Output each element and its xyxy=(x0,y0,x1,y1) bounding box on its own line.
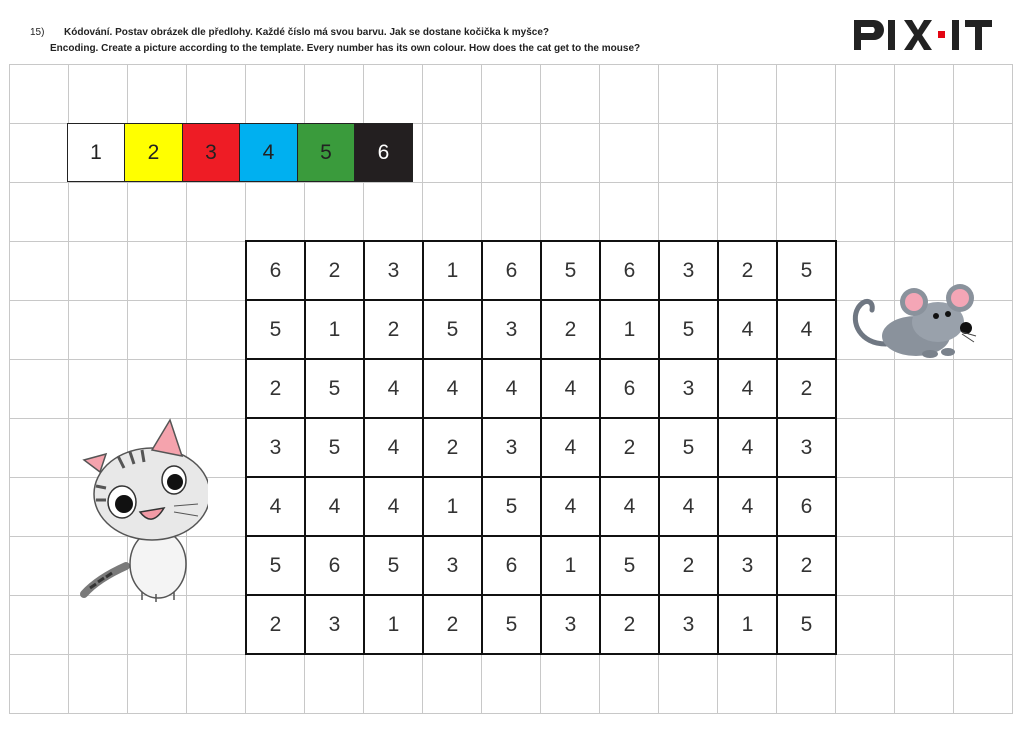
grid-cell[interactable]: 4 xyxy=(542,478,601,537)
grid-cell[interactable]: 2 xyxy=(247,596,306,655)
grid-cell[interactable]: 3 xyxy=(483,301,542,360)
grid-cell[interactable]: 4 xyxy=(424,360,483,419)
grid-cell[interactable]: 2 xyxy=(778,537,837,596)
grid-line xyxy=(9,64,1013,65)
grid-cell[interactable]: 5 xyxy=(483,596,542,655)
grid-cell[interactable]: 3 xyxy=(542,596,601,655)
grid-cell[interactable]: 2 xyxy=(778,360,837,419)
grid-cell[interactable]: 2 xyxy=(424,596,483,655)
grid-cell[interactable]: 4 xyxy=(542,360,601,419)
grid-cell[interactable]: 3 xyxy=(660,360,719,419)
grid-cell[interactable]: 3 xyxy=(247,419,306,478)
grid-cell[interactable]: 5 xyxy=(424,301,483,360)
grid-cell[interactable]: 4 xyxy=(365,419,424,478)
legend-cell: 6 xyxy=(354,123,413,182)
grid-cell[interactable]: 5 xyxy=(778,596,837,655)
grid-cell[interactable]: 5 xyxy=(483,478,542,537)
grid-cell[interactable]: 4 xyxy=(778,301,837,360)
grid-cell[interactable]: 4 xyxy=(542,419,601,478)
grid-cell[interactable]: 2 xyxy=(601,596,660,655)
grid-cell[interactable]: 3 xyxy=(660,596,719,655)
grid-cell[interactable]: 5 xyxy=(601,537,660,596)
grid-cell[interactable]: 3 xyxy=(306,596,365,655)
grid-cell[interactable]: 2 xyxy=(247,360,306,419)
grid-cell[interactable]: 5 xyxy=(247,301,306,360)
grid-cell[interactable]: 5 xyxy=(542,242,601,301)
grid-line xyxy=(1012,64,1013,714)
task-number: 15) xyxy=(30,27,45,38)
grid-cell[interactable]: 1 xyxy=(424,242,483,301)
pixit-logo xyxy=(852,14,994,56)
grid-cell[interactable]: 2 xyxy=(542,301,601,360)
grid-cell[interactable]: 5 xyxy=(660,419,719,478)
number-grid xyxy=(245,240,837,655)
grid-cell[interactable]: 1 xyxy=(542,537,601,596)
grid-cell[interactable]: 6 xyxy=(778,478,837,537)
instructions-czech: Kódování. Postav obrázek dle předlohy. Každé číslo má svou barvu. Jak se dostane kočička k myšce? xyxy=(64,27,549,38)
grid-cell[interactable]: 3 xyxy=(719,537,778,596)
grid-cell[interactable]: 1 xyxy=(424,478,483,537)
grid-cell[interactable]: 5 xyxy=(365,537,424,596)
legend-cell: 5 xyxy=(297,123,356,182)
legend-cell: 3 xyxy=(182,123,241,182)
mouse-illustration xyxy=(850,282,982,360)
grid-cell[interactable]: 6 xyxy=(483,242,542,301)
grid-cell[interactable]: 4 xyxy=(601,478,660,537)
grid-line xyxy=(953,64,954,714)
grid-cell[interactable]: 3 xyxy=(365,242,424,301)
grid-cell[interactable]: 5 xyxy=(660,301,719,360)
grid-cell[interactable]: 1 xyxy=(601,301,660,360)
grid-cell[interactable]: 3 xyxy=(424,537,483,596)
grid-cell[interactable]: 6 xyxy=(483,537,542,596)
grid-cell[interactable]: 2 xyxy=(424,419,483,478)
grid-cell[interactable]: 1 xyxy=(719,596,778,655)
grid-cell[interactable]: 4 xyxy=(365,478,424,537)
legend-cell: 2 xyxy=(124,123,183,182)
grid-cell[interactable]: 5 xyxy=(306,419,365,478)
legend-cell: 4 xyxy=(239,123,298,182)
grid-line xyxy=(9,64,10,714)
grid-cell[interactable]: 3 xyxy=(778,419,837,478)
instructions-english: Encoding. Create a picture according to the template. Every number has its own colour. How does the cat get to the mouse? xyxy=(50,43,641,54)
grid-cell[interactable]: 3 xyxy=(660,242,719,301)
grid-cell[interactable]: 6 xyxy=(601,242,660,301)
grid-cell[interactable]: 5 xyxy=(306,360,365,419)
grid-cell[interactable]: 6 xyxy=(601,360,660,419)
grid-cell[interactable]: 4 xyxy=(483,360,542,419)
grid-cell[interactable]: 2 xyxy=(306,242,365,301)
grid-line xyxy=(9,713,1013,714)
grid-cell[interactable]: 4 xyxy=(719,478,778,537)
grid-cell[interactable]: 1 xyxy=(365,596,424,655)
grid-cell[interactable]: 3 xyxy=(483,419,542,478)
grid-cell[interactable]: 4 xyxy=(719,360,778,419)
grid-cell[interactable]: 4 xyxy=(660,478,719,537)
grid-cell[interactable]: 4 xyxy=(306,478,365,537)
grid-cell[interactable]: 6 xyxy=(247,242,306,301)
color-legend xyxy=(68,123,413,182)
grid-cell[interactable]: 4 xyxy=(365,360,424,419)
grid-cell[interactable]: 4 xyxy=(719,301,778,360)
worksheet-header xyxy=(0,0,1024,62)
grid-cell[interactable]: 2 xyxy=(365,301,424,360)
grid-cell[interactable]: 1 xyxy=(306,301,365,360)
grid-cell[interactable]: 5 xyxy=(247,537,306,596)
grid-line xyxy=(894,64,895,714)
grid-cell[interactable]: 2 xyxy=(719,242,778,301)
grid-cell[interactable]: 6 xyxy=(306,537,365,596)
grid-cell[interactable]: 2 xyxy=(601,419,660,478)
grid-cell[interactable]: 2 xyxy=(660,537,719,596)
grid-cell[interactable]: 4 xyxy=(719,419,778,478)
legend-cell: 1 xyxy=(67,123,126,182)
grid-cell[interactable]: 5 xyxy=(778,242,837,301)
grid-cell[interactable]: 4 xyxy=(247,478,306,537)
cat-illustration xyxy=(78,416,208,602)
grid-line xyxy=(9,182,1013,183)
